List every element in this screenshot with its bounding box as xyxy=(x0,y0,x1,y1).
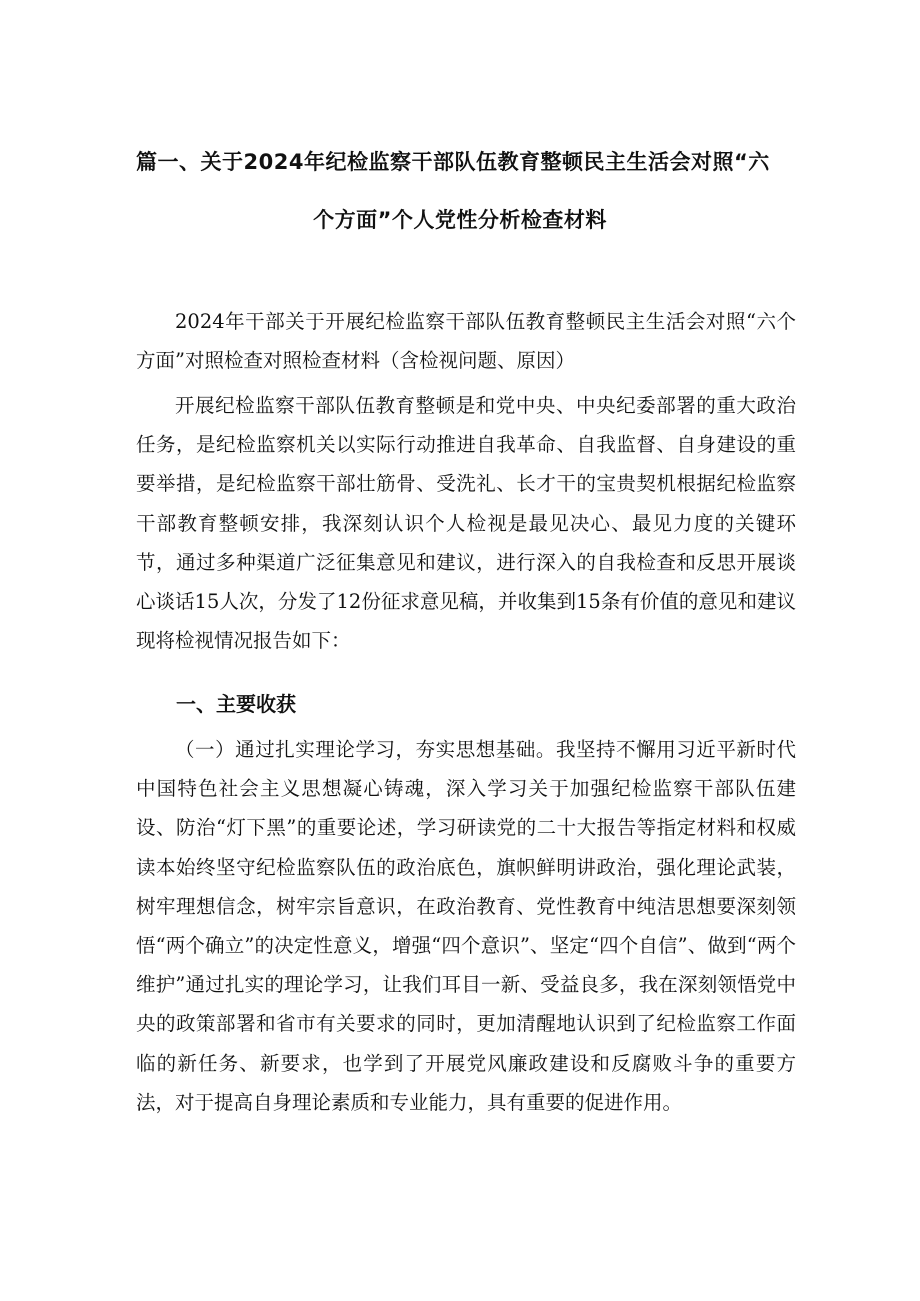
section-heading: 一、主要收获 xyxy=(176,692,296,716)
document-title-line-1: 篇一、关于2024年纪检监察干部队伍教育整顿民主生活会对照“六 xyxy=(136,150,770,174)
theory-study-paragraph: （一）通过扎实理论学习，夯实思想基础。我坚持不懈用习近平新时代中国特色社会主义思想凝心铸魂，深入学习关于加强纪检监察干部队伍建设、防治“灯下黑”的重要论述，学习研读党的二十大报告等指定材料和权威读本始终坚守纪检监察队伍的政治底色，旗帜鲜明讲政治，强化理论武装，树牢理想信念，树牢宗旨意识，在政治教育、党性教育中纯洁思想要深刻领悟“两个确立”的决定性意义，增强“四个意识”、坚定“四个自信”、做到“两个维护”通过扎实的理论学习，让我们耳目一新、受益良多，我在深刻领悟党中央的政策部署和省市有关要求的同时，更加清醒地认识到了纪检监察工作面临的新任务、新要求，也学到了开展党风廉政建设和反腐败斗争的重要方法，对于提高自身理论素质和专业能力，具有重要的促进作用。 xyxy=(136,738,796,1114)
background-paragraph: 开展纪检监察干部队伍教育整顿是和党中央、中央纪委部署的重大政治任务，是纪检监察机关以实际行动推进自我革命、自我监督、自身建设的重要举措，是纪检监察干部壮筋骨、受洗礼、长才干的宝贵契机根据纪检监察干部教育整顿安排，我深刻认识个人检视是最见决心、最见力度的关键环节，通过多种渠道广泛征集意见和建议，进行深入的自我检查和反思开展谈心谈话15人次，分发了12份征求意见稿，并收集到15条有价值的意见和建议现将检视情况报告如下： xyxy=(136,394,796,653)
document-title-line-2: 个方面”个人党性分析检查材料 xyxy=(313,208,607,232)
intro-paragraph: 2024年干部关于开展纪检监察干部队伍教育整顿民主生活会对照“六个方面”对照检查对照检查材料（含检视问题、原因） xyxy=(136,310,796,373)
